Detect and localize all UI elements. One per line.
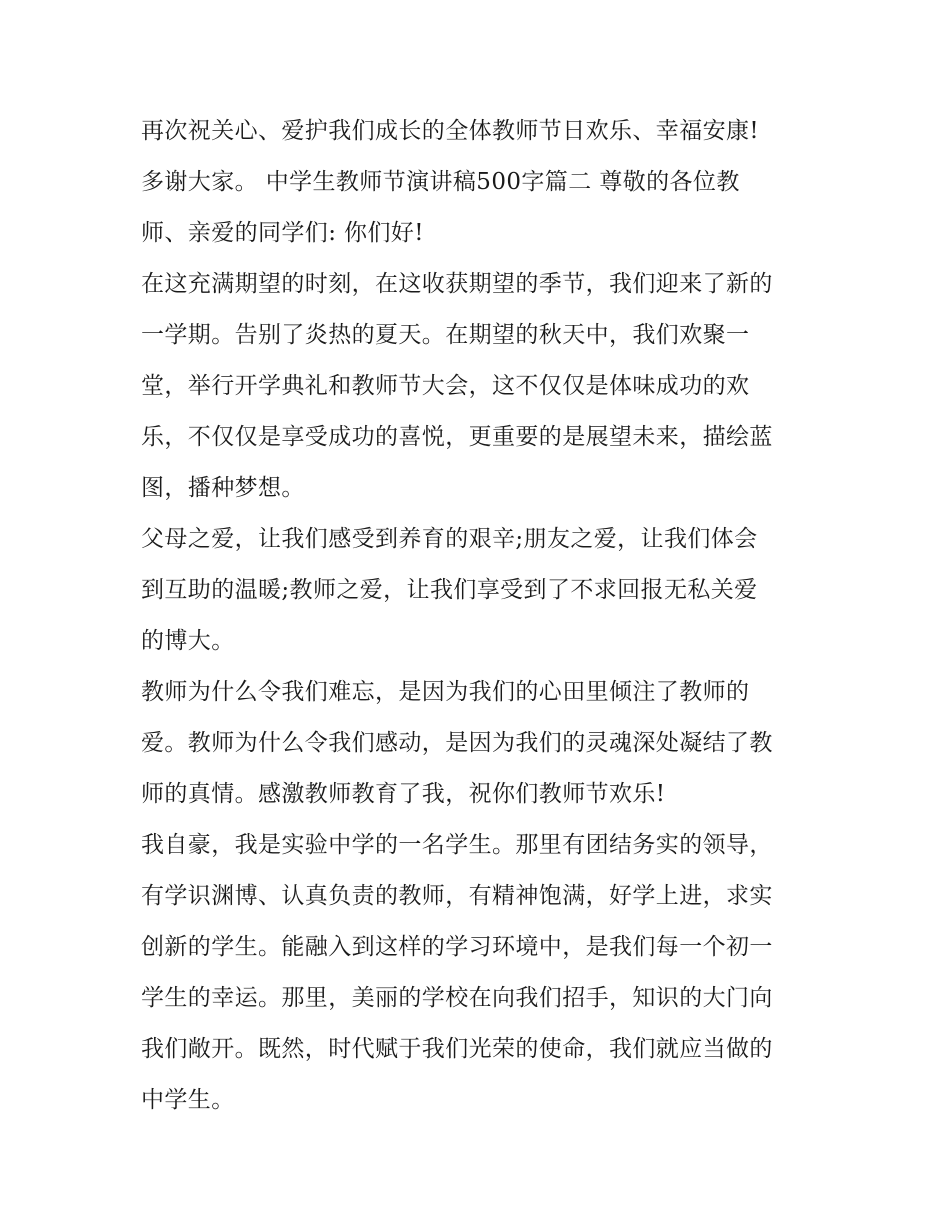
text-line: 堂，举行开学典礼和教师节大会，这不仅仅是体味成功的欢: [141, 373, 750, 399]
text-line: 师、亲爱的同学们: 你们好!: [141, 220, 424, 246]
text-line: 图，播种梦想。: [141, 475, 305, 501]
text-line: 一学期。告别了炎热的夏天。在期望的秋天中，我们欢聚一: [141, 322, 750, 348]
body-text: [141, 106, 813, 1126]
text-line: 爱。教师为什么令我们感动，是因为我们的灵魂深处凝结了教: [141, 730, 773, 756]
text-line: 在这充满期望的时刻，在这收获期望的季节，我们迎来了新的: [141, 271, 773, 297]
text-line: 父母之爱，让我们感受到养育的艰辛;朋友之爱，让我们体会: [141, 526, 758, 552]
text-line: 教师为什么令我们难忘，是因为我们的心田里倾注了教师的: [141, 679, 750, 705]
text-line: 到互助的温暖;教师之爱，让我们享受到了不求回报无私关爱: [141, 577, 758, 603]
text-line: 中学生。: [141, 1087, 235, 1113]
text-line: 再次祝关心、爱护我们成长的全体教师节日欢乐、幸福安康!: [141, 118, 760, 144]
text-line: 我自豪，我是实验中学的一名学生。那里有团结务实的领导，: [141, 832, 773, 858]
text-line: 有学识渊博、认真负责的教师，有精神饱满，好学上进，求实: [141, 883, 773, 909]
text-line: 学生的幸运。那里，美丽的学校在向我们招手，知识的大门向: [141, 985, 773, 1011]
text-line: 师的真情。感激教师教育了我，祝你们教师节欢乐!: [141, 781, 666, 807]
text-line: 的博大。: [141, 628, 235, 654]
text-line: 我们敞开。既然，时代赋于我们光荣的使命，我们就应当做的: [141, 1036, 773, 1062]
text-line: 乐，不仅仅是享受成功的喜悦，更重要的是展望未来，描绘蓝: [141, 424, 773, 450]
text-line: 多谢大家。 中学生教师节演讲稿500字篇二 尊敬的各位教: [141, 169, 740, 195]
text-line: 创新的学生。能融入到这样的学习环境中，是我们每一个初一: [141, 934, 773, 960]
